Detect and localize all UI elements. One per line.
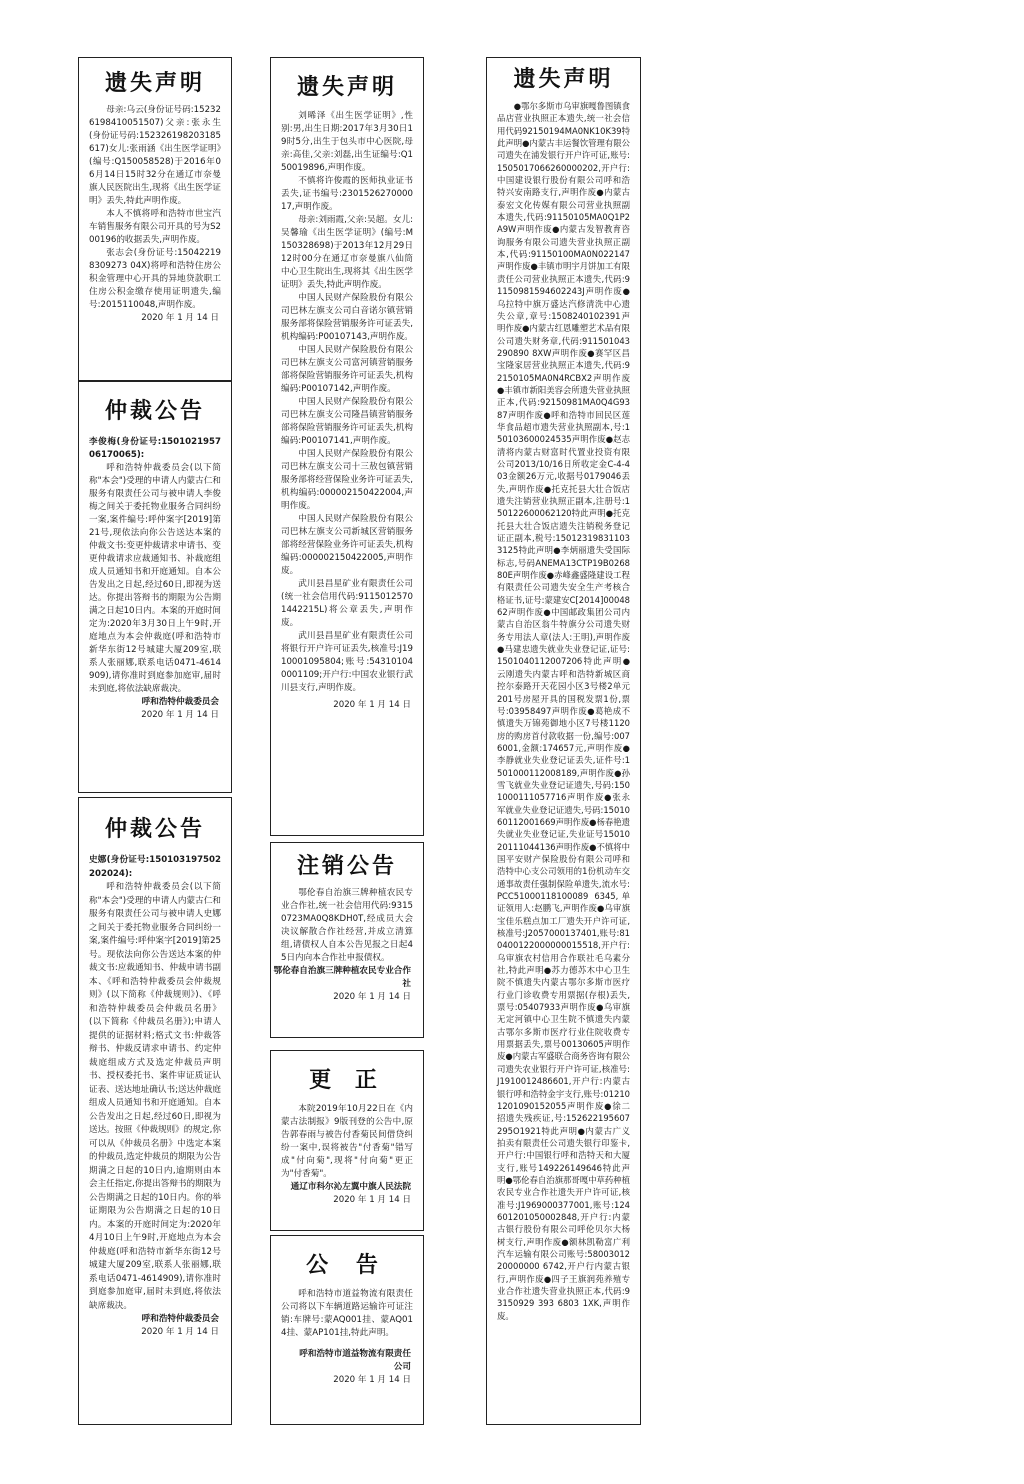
paragraph: 中国人民财产保险股份有限公司巴林左旗支公司隆昌镇营销服务部将保险营销服务许可证丢失,机构编码:P00107141,声明作废。 xyxy=(281,397,413,446)
paragraph: 刘晞泽《出生医学证明》,性别:男,出生日期:2017年3月30日19时5分,出生于包头市中心医院,母亲:高佳,父亲:刘磊,出生证编号:Q150019896,声明作废。 xyxy=(281,111,413,173)
notice-title: 更 正 xyxy=(309,1067,385,1093)
notice-lost-2 xyxy=(270,57,424,836)
notice-date: 2020 年 1 月 14 日 xyxy=(141,313,219,323)
notice-date: 2020 年 1 月 14 日 xyxy=(333,1195,411,1205)
notice-body xyxy=(271,110,423,695)
notice-signature: 呼和浩特仲裁委员会 xyxy=(141,1314,219,1324)
notice-body xyxy=(79,436,231,696)
notice-signature: 通辽市科尔沁左翼中旗人民法院 xyxy=(290,1182,411,1192)
notice-lost-3 xyxy=(486,57,641,1425)
paragraph: 呼和浩特市道益物流有限责任公司将以下车辆道路运输许可证注销:车牌号:蒙AQ001挂、蒙AQ014挂、蒙AP101挂,特此声明。 xyxy=(281,1289,413,1338)
notice-correction xyxy=(270,1050,424,1231)
notice-body xyxy=(487,100,640,1322)
notice-date: 2020 年 1 月 14 日 xyxy=(141,710,219,720)
notice-date: 2020 年 1 月 14 日 xyxy=(333,700,411,710)
notice-title: 注销公告 xyxy=(296,853,397,879)
paragraph: 中国人民财产保险股份有限公司巴林左旗支公司白音诺尔镇营销服务部将保险营销服务许可证丢失,机构编码:P00107143,声明作废。 xyxy=(281,293,413,342)
paragraph: 武川县昌星矿业有限责任公司(统一社会信用代码:91150125701442215L)将公章丢失,声明作废。 xyxy=(281,579,413,628)
notice-title: 公 告 xyxy=(306,1252,388,1278)
paragraph: ●鄂尔多斯市乌审旗嘎鲁图镇食品店营业执照正本遗失,统一社会信用代码92150194MA0NK10K39特此声明●内蒙古丰运餐饮管理有限公司遗失在浦发银行开户许可证,账号:1505017066260000202,开户行:中国建设银行股份有限公司呼和浩特兴安南路支行,声明作废●内蒙古泰宏文化传媒有限公司营业执照副本遗失,代码:91150105MA0Q1P2A9W声明作废●内蒙古发智教育咨询服务有限公司遗失营业执照正副本,代码:91150100MA0N022147声明作废●丰镇市明宇月饼加工有限责任公司营业执照正本遗失,代码:91150981594602243J声明作废●乌拉特中旗万盛达汽修清洗中心遗失公章,章号:1508240102391声明作废●内蒙古红恩雕塑艺术品有限公司遗失财务章,代码:911501043290890 8XW声明作废●赛罕区昌宝隆家居营业执照正本遗失,代码:92150105MA0N4RCBX2声明作废●丰镇市新阳美容会所遗失营业执照正本,代码:92150981MA0Q4G9387声明作废●呼和浩特市回民区莲华食品超市遗失营业执照副本,号:150103600024535声明作废●赵志清将内蒙古财富时代置业投资有限公司2013/10/16日所收定金C-4-403金额26万元,收据号0179046丢失,声明作废●托克托县大壮合饭店遗失注销营业执照正副本,注册号:150122600062120特此声明●托克托县大壮合饭店遗失注销税务登记证正副本,税号:150123198311033125特此声明●李炳丽遗失受国际标志,号码ANEMA13CTP19B026880E声明作废●赤峰鑫盛隆建设工程有限责任公司遗失安全生产考核合格证书,证号:蒙建安C[2014]0004862声明作废●中国邮政集团公司内蒙古自治区翁牛特旗分公司遗失财务专用法人章(法人:王明),声明作废●马建忠遗失就业失业登记证,证号:1501040112007206特此声明●云刚遗失内蒙古呼和浩特新城区商控尔泰路开天花园小区3号楼2单元201号房屋开具的国税发票1份,票号:03958497声明作废●葛艳成不慎遗失万锦苑御地小区7号楼1120房的购房首付款收据一份,编号:0076001,金额:174657元,声明作废●李静就业失业登记证丢失,证件号:1501000112008189,声明作废●孙雪飞就业失业登记证遗失,号码:1501000111057716声明作废●张永军就业失业登记证遗失,号码:1501060112001669声明作废●杨春艳遗失就业失业登记证,失业证号1501020111044136声明作废●不慎将中国平安财产保险股份有限公司呼和浩特中心支公司领用的1份机动车交通事故责任强制保险单遗失,流水号:PCC51000118100089 6345,单证领用人:赵鹏飞,声明作废●乌审旗宝佳乐糕点加工厂遗失开户许可证,核准号:J2057000137401,账号:810400122000000015518,开户行:乌审旗农村信用合作联社毛乌素分社,特此声明●苏力德苏木中心卫生院不慎遗失内蒙古鄂尔多斯市医疗行业门诊收费专用票据(存根)丢失,票号:05407933声明作废●乌审旗无定河镇中心卫生院不慎遗失内蒙古鄂尔多斯市医疗行业住院收费专用票据丢失,票号00130605声明作废●内蒙古军盛联合商务咨询有限公司遗失农业银行开户许可证,核准号:J1910012486601,开户行:内蒙古银行呼和浩特金宇支行,账号:012101201090152055声明作废●徐二招遗失残疾证,号:152622195607295O1921特此声明●内蒙古广义拍卖有限责任公司遗失银行印鉴卡,开户行:中国银行呼和浩特天和大厦支行,账号149226149646特此声明●鄂伦春自治旗那哥嘎中草药种植农民专业合作社遗失开户许可证,核准号:J1969000377001,账号:124601201050002848,开户行:内蒙古银行股份有限公司呼伦贝尔大杨树支行,声明作废●额林凯勒富广利汽车运输有限公司账号:5800301220000000 6742,开户行内蒙古银行,声明作废●四子王旗润苑养殖专业合作社遗失营业执照正本,代码:93150929 393 6803 1XK,声明作废。 xyxy=(497,101,630,1321)
notice-announcement xyxy=(270,1235,424,1425)
paragraph: 母亲:乌云(身份证号码:152326198410051507)父亲:张永生(身份证号码:152326198203185617)女儿:张雨涵《出生医学证明》(编号:Q150058528)于2016年06月14日15时32分在通辽市奈曼旗人民医院出生,现将《出生医学证明》丢失,特此声明作废。 xyxy=(89,105,221,206)
paragraph: 中国人民财产保险股份有限公司巴林左旗支公司新城区营销服务部将经营保险业务许可证丢失,机构编码:000002150422005,声明作废。 xyxy=(281,514,413,576)
notice-title: 仲裁公告 xyxy=(104,398,205,424)
paragraph: 武川县昌星矿业有限责任公司将银行开户许可证丢失,核准号:J1910001095804;账号:543101040001109;开户行:中国农业银行武川县支行,声明作废。 xyxy=(281,631,413,693)
notice-lost-1 xyxy=(78,57,232,381)
paragraph: 呼和浩特仲裁委员会(以下简称"本会")受理的申请人内蒙古仁和服务有限责任公司与被申请人史娜之间关于委托物业服务合同纠纷一案,案件编号:呼仲案字[2019]第25号。现依法向你公告送达本案的仲裁文书:应裁通知书、仲裁申请书副本、《呼和浩特仲裁委员会仲裁规则》(以下简称《仲裁规则》)、《呼和浩特仲裁委员会仲裁员名册》(以下简称《仲裁员名册》);申请人提供的证据材料;格式文书:仲裁答辩书、仲裁反请求申请书、约定仲裁庭组成方式及选定仲裁员声明书、授权委托书、案件审证质证认证表、送达地址确认书;送达仲裁庭组成人员通知书和开庭通知。自本公告发出之日起,经过60日,即视为送达。按照《仲裁规则》的规定,你可以从《仲裁员名册》中选定本案的仲裁员,选定仲裁员的期限为公告期满之日起的10日内,逾期则由本会主任指定,你提出答辩书的期限为公告期满之日起的10日内。你的举证期限为公告期满之日起的10日内。本案的开庭时间定为:2020年4月10日上午9时,开庭地点为本会仲裁庭(呼和浩特市新华东街12号城建大厦209室,联系人张丽娜,联系电话0471-4614909),请你准时到庭参加庭审,届时未到庭,将依法缺席裁决。 xyxy=(89,882,221,1311)
notice-body xyxy=(79,104,231,312)
addressee: 史娜(身份证号:150103197502202024): xyxy=(89,855,221,879)
notice-title: 遗失声明 xyxy=(104,70,205,96)
paragraph: 鄂伦春自治旗三牌种植农民专业合作社,统一社会信用代码:93150723MA0Q8KDH0T,经成员大会决议解散合作社经营,并成立清算组,请债权人自本公告见报之日起45日内向本合作社申报债权。 xyxy=(281,888,413,963)
paragraph: 呼和浩特仲裁委员会(以下简称"本会")受理的申请人内蒙古仁和服务有限责任公司与被申请人李俊梅之间关于委托物业服务合同纠纷一案,案件编号:呼仲案字[2019]第21号,现依法向你公告送达本案的仲裁文书:变更仲裁请求申请书、变更仲裁请求应裁通知书、补裁庭组成人员通知书和开庭通知。自本公告发出之日起,经过60日,即视为送达。你提出答辩书的期限为公告期满之日起10日内。本案的开庭时间定为:2020年3月30日上午9时,开庭地点为本会仲裁庭(呼和浩特市新华东街12号城建大厦209室,联系人张丽娜,联系电话0471-4614909),请你准时到庭参加庭审,届时未到庭,将依法缺席裁决。 xyxy=(89,463,221,694)
notice-date: 2020 年 1 月 14 日 xyxy=(141,1327,219,1337)
paragraph: 本人不慎将呼和浩特市世宝汽车销售服务有限公司开具的号为S200196的收据丢失,声明作废。 xyxy=(89,209,221,245)
notice-deregistration xyxy=(270,842,424,1038)
notice-title: 仲裁公告 xyxy=(104,816,205,842)
paragraph: 本院2019年10月22日在《内蒙古法制报》9版刊登的公告中,原告郭春雨与被告付香菊民间借贷纠纷一案中,误将被告"付香菊"错写成"付向菊",现将"付向菊"更正为"付香菊"。 xyxy=(281,1104,413,1179)
paragraph: 母亲:刘雨霞,父亲:吴超。女儿:吴馨瑜《出生医学证明》(编号:M 150328698)于2013年12月29日12时00分在通辽市奈曼旗八仙筒中心卫生院出生,现将其《出生医学证明》丢失,特此声明作废。 xyxy=(281,215,413,290)
notice-date: 2020 年 1 月 14 日 xyxy=(333,992,411,1002)
notice-body xyxy=(79,854,231,1313)
addressee: 李俊梅(身份证号:150102195706170065): xyxy=(89,437,221,460)
notice-arbitration-1 xyxy=(78,381,232,793)
paragraph: 中国人民财产保险股份有限公司巴林左旗支公司十三敖包镇营销服务部将经营保险业务许可证丢失,机构编码:000002150422004,声明作废。 xyxy=(281,449,413,511)
notice-body xyxy=(271,887,423,965)
notice-signature: 鄂伦春自治旗三牌种植农民专业合作社 xyxy=(273,966,411,989)
notice-body xyxy=(271,1288,423,1340)
paragraph: 不慎将许俊霞的医师执业证书丢失,证书编号:230152627000017,声明作废。 xyxy=(281,176,413,212)
notice-signature: 呼和浩特市道益物流有限责任公司 xyxy=(299,1349,411,1372)
notice-body xyxy=(271,1103,423,1181)
paragraph: 张志会(身份证号:150422198309273 04X)将呼和浩特住房公积金管理中心开具的异地贷款职工住房公积金缴存使用证明遗失,编号:2015110048,声明作废。 xyxy=(89,248,221,310)
notice-signature: 呼和浩特仲裁委员会 xyxy=(141,697,219,707)
notice-title: 遗失声明 xyxy=(296,74,397,100)
paragraph: 中国人民财产保险股份有限公司巴林左旗支公司富河镇营销服务部将保险营销服务许可证丢失,机构编码:P00107142,声明作废。 xyxy=(281,345,413,394)
notice-arbitration-2 xyxy=(78,797,232,1425)
notice-date: 2020 年 1 月 14 日 xyxy=(333,1375,411,1385)
notice-title: 遗失声明 xyxy=(513,66,614,92)
